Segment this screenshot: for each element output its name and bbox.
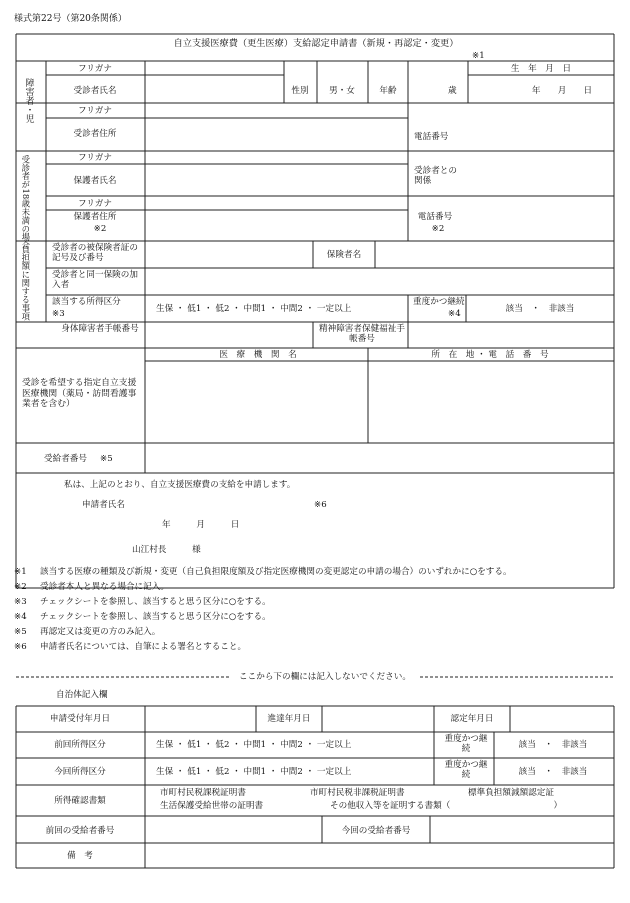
office-doc-nontaxation[interactable]: 市町村民税非課税証明書 <box>310 788 405 798</box>
guardian-phone-label: 電話番号 <box>417 212 453 222</box>
heavy-applicable-options[interactable]: 該当 ・ 非該当 <box>505 304 575 314</box>
patient-furigana-input[interactable] <box>146 62 283 75</box>
office-prev-heavy-label: 重度かつ継続 <box>444 734 488 755</box>
group-patient: 障害者・児 <box>23 78 34 123</box>
note-mark: ※6 <box>14 642 27 652</box>
mental-handbook-label: 精神障害者保健福祉手帳番号 <box>319 324 405 345</box>
note-item <box>14 627 160 637</box>
office-approved-date-label: 認定年月日 <box>450 714 494 724</box>
facility-address-header: 所 在 地 ・ 電 話 番 号 <box>431 350 549 360</box>
office-prev-income-options[interactable]: 生保 ・ 低1 ・ 低2 ・ 中間1 ・ 中間2 ・ 一定以上 <box>156 740 352 750</box>
recipient-number-input[interactable] <box>146 444 613 472</box>
facility-name-header: 医 療 機 関 名 <box>219 350 297 360</box>
disability-handbook-input[interactable] <box>146 323 312 347</box>
insurer-name-input[interactable] <box>376 242 613 267</box>
form-title: 自立支援医療費（更生医療）支給認定申請書（新規・再認定・変更） <box>173 38 459 49</box>
insurer-name-label: 保険者名 <box>326 250 362 260</box>
insurance-symbol-label: 受診者の被保険者証の記号及び番号 <box>52 243 138 264</box>
recipient-number-label: 受給者番号 <box>44 454 87 464</box>
note-item <box>14 642 246 652</box>
furigana-label-2: フリガナ <box>78 106 112 116</box>
facility-label: 受診を希望する指定自立支援医療機関（薬局・訪問看護事業者を含む） <box>22 378 137 410</box>
income-class-options[interactable]: 生保 ・ 低1 ・ 低2 ・ 中間1 ・ 中間2 ・ 一定以上 <box>156 304 352 314</box>
note-item <box>14 567 512 577</box>
note-text: チェックシートを参照し、該当すると思う区分に○をする。 <box>40 597 271 607</box>
note-text: 申請者氏名については、自筆による署名とすること。 <box>40 642 247 652</box>
heavy-continuous-label: 重度かつ継続 <box>413 297 465 307</box>
disability-handbook-label: 身体障害者手帳番号 <box>61 324 139 334</box>
furigana-label-4: フリガナ <box>78 199 112 209</box>
note-mark: ※5 <box>14 627 27 637</box>
application-date[interactable]: 年 月 日 <box>162 520 240 530</box>
addressee-mayor: 山江村長 様 <box>132 545 201 555</box>
office-prev-recipient-input[interactable] <box>146 817 321 842</box>
heavy-continuous-note: ※4 <box>448 309 461 319</box>
guardian-address-input[interactable] <box>146 197 407 240</box>
note-text: 再認定又は変更の方のみ記入。 <box>40 627 161 637</box>
office-curr-recipient-input[interactable] <box>431 817 613 842</box>
same-insurance-label: 受診者と同一保険の加入者 <box>52 270 138 291</box>
note-mark: ※4 <box>14 612 27 622</box>
income-class-note: ※3 <box>52 309 65 319</box>
office-curr-heavy-label: 重度かつ継続 <box>444 760 488 781</box>
note-text: 該当する医療の種類及び新規・変更（自己負担限度額及び指定医療機関の変更認定の申請の場合）のいずれかに○をする。 <box>40 567 512 577</box>
note-text: 受診者本人と異なる場合に記入。 <box>40 582 169 592</box>
dob-value[interactable]: 年 月 日 <box>531 86 593 96</box>
form-number: 様式第22号（第20条関係） <box>14 14 127 24</box>
relation-label: 受診者との関係 <box>414 166 457 187</box>
age-label: 年齢 <box>379 86 397 96</box>
office-forward-date-input[interactable] <box>323 707 433 731</box>
office-prev-income-label: 前回所得区分 <box>54 740 106 750</box>
recipient-number-note: ※5 <box>100 454 113 464</box>
declaration-text: 私は、上記のとおり、自立支援医療費の支給を申請します。 <box>64 480 296 490</box>
office-curr-applicable[interactable]: 該当 ・ 非該当 <box>518 767 588 777</box>
age-unit: 歳 <box>448 86 457 96</box>
cut-line-text: ここから下の欄には記入しないでください。 <box>239 672 411 682</box>
note-mark: ※2 <box>14 582 27 592</box>
note-text: チェックシートを参照し、該当すると思う区分に○をする。 <box>40 612 271 622</box>
group-burden: 負担額に関する事項 <box>20 245 31 321</box>
applicant-name-input[interactable] <box>140 497 310 511</box>
dob-label: 生 年 月 日 <box>510 64 572 74</box>
note-mark: ※3 <box>14 597 27 607</box>
office-doc-welfare[interactable]: 生活保護受給世帯の証明書 <box>160 801 264 811</box>
patient-phone-input[interactable] <box>409 104 613 150</box>
same-insurance-input[interactable] <box>146 269 613 294</box>
office-curr-income-label: 今回所得区分 <box>54 767 106 777</box>
office-doc-taxation[interactable]: 市町村民税課税証明書 <box>160 788 246 798</box>
mental-handbook-input[interactable] <box>409 323 613 347</box>
group-minor: 受診者が18歳未満の場合 <box>20 155 31 250</box>
office-prev-applicable[interactable]: 該当 ・ 非該当 <box>518 740 588 750</box>
office-doc-other[interactable]: その他収入等を証明する書類（ ） <box>330 801 563 811</box>
note-item <box>14 582 169 592</box>
office-prev-recipient-label: 前回の受給者番号 <box>45 826 115 836</box>
office-received-date-input[interactable] <box>146 707 255 731</box>
furigana-label: フリガナ <box>78 64 112 74</box>
income-class-label: 該当する所得区分 <box>52 297 121 307</box>
applicant-name-note: ※6 <box>314 500 327 510</box>
furigana-label-3: フリガナ <box>78 153 112 163</box>
patient-name-label: 受診者氏名 <box>73 86 117 96</box>
office-income-docs-label: 所得確認書類 <box>54 796 106 806</box>
office-curr-income-options[interactable]: 生保 ・ 低1 ・ 低2 ・ 中間1 ・ 中間2 ・ 一定以上 <box>156 767 352 777</box>
patient-address-label: 受診者住所 <box>73 129 117 139</box>
guardian-address-note: ※2 <box>93 224 107 234</box>
insurance-symbol-input[interactable] <box>146 242 312 267</box>
guardian-phone-note: ※2 <box>431 224 445 234</box>
facility-name-input[interactable] <box>146 362 367 442</box>
office-doc-reduction[interactable]: 標準負担額減額認定証 <box>468 788 554 798</box>
patient-address-input[interactable] <box>146 104 407 150</box>
guardian-phone-input[interactable] <box>466 197 613 240</box>
guardian-address-label: 保護者住所 <box>73 212 117 222</box>
office-forward-date-label: 進達年月日 <box>267 714 311 724</box>
gender-label: 性別 <box>291 86 309 96</box>
office-remarks-input[interactable] <box>146 844 613 867</box>
office-remarks-label: 備 考 <box>67 851 93 861</box>
guardian-name-input[interactable] <box>146 152 407 195</box>
patient-name-input[interactable] <box>146 76 283 102</box>
title-note: ※1 <box>472 51 485 61</box>
gender-options[interactable]: 男・女 <box>329 86 355 96</box>
office-received-date-label: 申請受付年月日 <box>49 714 111 724</box>
patient-phone-label: 電話番号 <box>414 132 449 142</box>
office-approved-date-input[interactable] <box>511 707 613 731</box>
office-curr-recipient-label: 今回の受給者番号 <box>341 826 411 836</box>
guardian-name-label: 保護者氏名 <box>73 176 117 186</box>
office-section-title: 自治体記入欄 <box>56 690 108 700</box>
note-item <box>14 597 271 607</box>
note-mark: ※1 <box>14 567 27 577</box>
applicant-name-label: 申請者氏名 <box>82 500 125 510</box>
relation-input[interactable] <box>466 152 613 195</box>
note-item <box>14 612 271 622</box>
age-input[interactable] <box>409 62 467 102</box>
facility-address-input[interactable] <box>369 362 613 442</box>
